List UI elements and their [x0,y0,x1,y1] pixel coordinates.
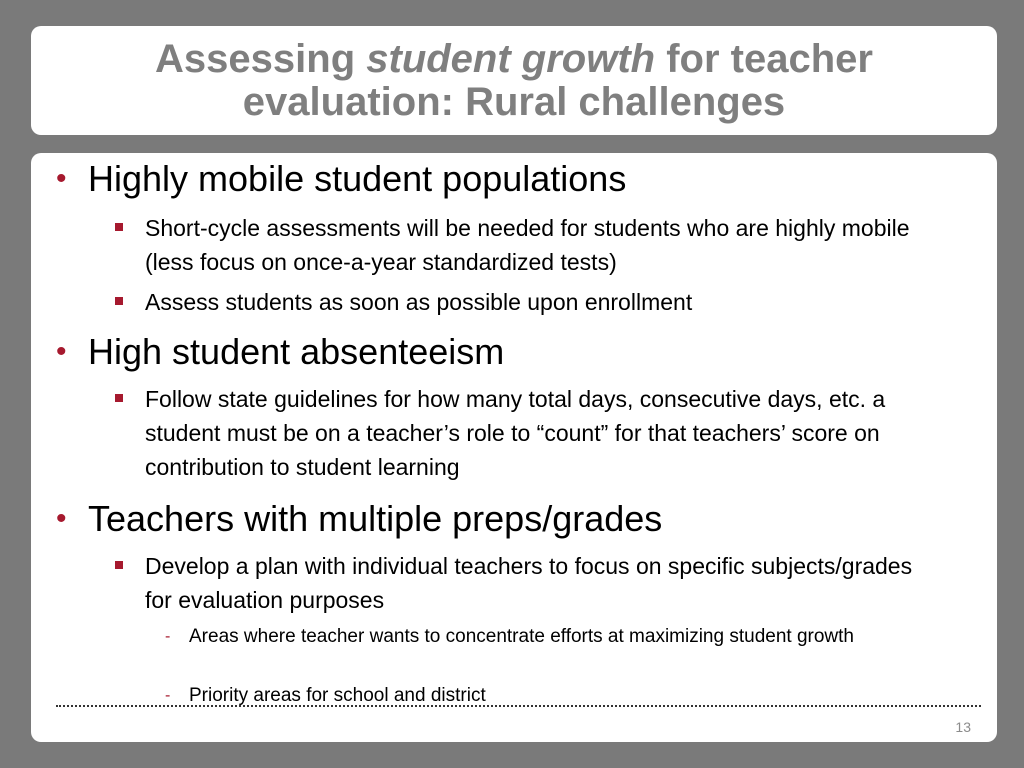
bullet-dot-icon: • [56,502,67,535]
sub-bullet-short-cycle [115,211,935,279]
sub-bullet-assess-enrollment [115,285,935,319]
dash-bullet-icon: - [165,628,171,645]
sub-bullet-text: Short-cycle assessments will be needed for students who are highly mobile (less focus on once-a-year standardized tests) [145,215,910,275]
bullet-text: High student absenteeism [88,331,505,372]
square-bullet-icon [115,394,123,402]
dotted-divider [56,705,981,707]
square-bullet-icon [115,561,123,569]
slide-title [31,38,997,124]
sub-bullet-state-guidelines [115,382,935,484]
dash-bullet-icon: - [165,687,171,704]
sub-bullet-text: Follow state guidelines for how many total days, consecutive days, etc. a student must be on a teacher’s role to “count” for that teachers’ score on contribution to student learning [145,386,886,480]
sub-sub-bullet-text: Priority areas for school and district [189,685,486,706]
title-line-2: evaluation: Rural challenges [242,80,786,124]
square-bullet-icon [115,223,123,231]
title-line-1 [31,38,997,81]
sub-bullet-develop-plan [115,549,935,617]
sub-bullet-text: Assess students as soon as possible upon enrollment [145,289,693,315]
square-bullet-icon [115,297,123,305]
title-panel [31,26,997,135]
bullet-dot-icon: • [56,162,67,195]
title-part-1: Assessing [155,37,367,81]
page-number: 13 [955,719,971,735]
bullet-text: Teachers with multiple preps/grades [88,498,663,539]
title-part-2: for teacher [655,37,873,81]
sub-sub-bullet-text: Areas where teacher wants to concentrate efforts at maximizing student growth [189,626,854,647]
bullet-text: Highly mobile student populations [88,158,627,199]
content-panel [31,153,997,742]
title-emphasis: student growth [366,37,656,81]
bullet-dot-icon: • [56,335,67,368]
sub-bullet-text: Develop a plan with individual teachers to focus on specific subjects/grades for evaluation purposes [145,553,913,613]
sub-sub-bullet-areas [165,623,945,650]
